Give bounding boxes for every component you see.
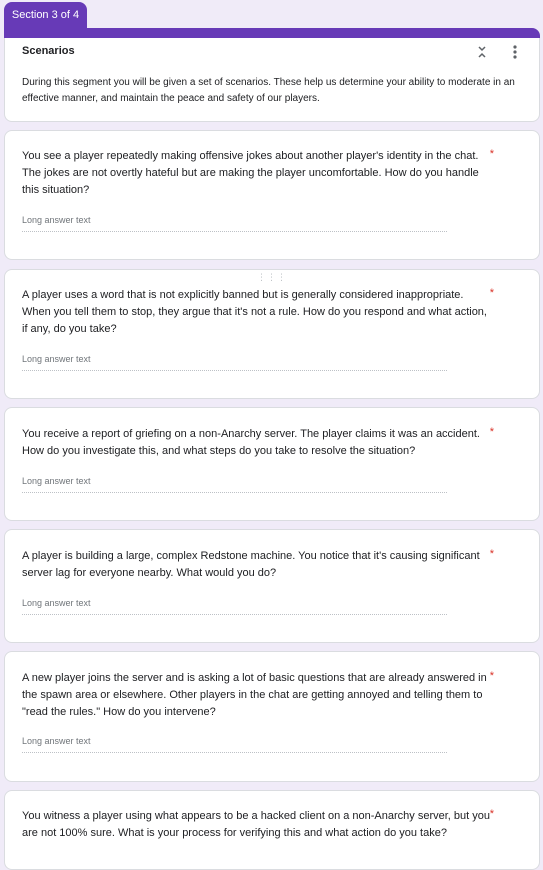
question-card[interactable] bbox=[4, 529, 540, 643]
question-card[interactable] bbox=[4, 407, 540, 521]
required-marker: * bbox=[489, 548, 494, 560]
drag-handle-icon[interactable]: ⋮⋮⋮ bbox=[257, 272, 287, 282]
question-card[interactable] bbox=[4, 269, 540, 399]
question-title[interactable]: You witness a player using what appears to be a hacked client on a non-Anarchy server, but you are not 100% sure. What is your process for verifying this and what action do you take? bbox=[22, 810, 490, 839]
required-marker: * bbox=[489, 808, 494, 820]
required-marker: * bbox=[489, 426, 494, 438]
question-title[interactable]: A player uses a word that is not explicitly banned but is generally considered inappropriate. When you tell them to stop, they argue that it's not a rule. How do you respond and what action, if any, do you take? bbox=[22, 289, 487, 335]
question-title[interactable]: A new player joins the server and is asking a lot of basic questions that are already answered in the spawn area or elsewhere. Other players in the chat are getting annoyed and telling them to "read the rules." How do you intervene? bbox=[22, 672, 487, 718]
long-answer-field[interactable]: Long answer text bbox=[22, 354, 447, 371]
question-card[interactable] bbox=[4, 790, 540, 870]
required-marker: * bbox=[489, 670, 494, 682]
section-tab: Section 3 of 4 bbox=[4, 2, 87, 28]
question-title[interactable]: A player is building a large, complex Redstone machine. You notice that it's causing significant server lag for everyone nearby. What would you do? bbox=[22, 550, 480, 579]
required-marker: * bbox=[489, 148, 494, 160]
collapse-icon[interactable] bbox=[473, 45, 491, 63]
question-title[interactable]: You see a player repeatedly making offensive jokes about another player's identity in the chat. The jokes are not overtly hateful but are making the player uncomfortable. How do you handle this situation? bbox=[22, 150, 479, 196]
long-answer-field[interactable]: Long answer text bbox=[22, 476, 447, 493]
long-answer-field[interactable]: Long answer text bbox=[22, 736, 447, 753]
question-card[interactable] bbox=[4, 130, 540, 260]
section-title[interactable]: Scenarios bbox=[22, 45, 75, 57]
required-marker: * bbox=[489, 287, 494, 299]
section-header-card bbox=[4, 28, 540, 122]
long-answer-field[interactable]: Long answer text bbox=[22, 598, 447, 615]
section-description[interactable]: During this segment you will be given a set of scenarios. These help us determine your ability to moderate in an effective manner, and maintain the peace and safety of our players. bbox=[22, 77, 515, 104]
long-answer-field[interactable]: Long answer text bbox=[22, 215, 447, 232]
question-title[interactable]: You receive a report of griefing on a non-Anarchy server. The player claims it was an accident. How do you investigate this, and what steps do you take to resolve the situation? bbox=[22, 428, 480, 457]
more-vert-icon[interactable] bbox=[506, 45, 524, 63]
question-card[interactable] bbox=[4, 651, 540, 782]
